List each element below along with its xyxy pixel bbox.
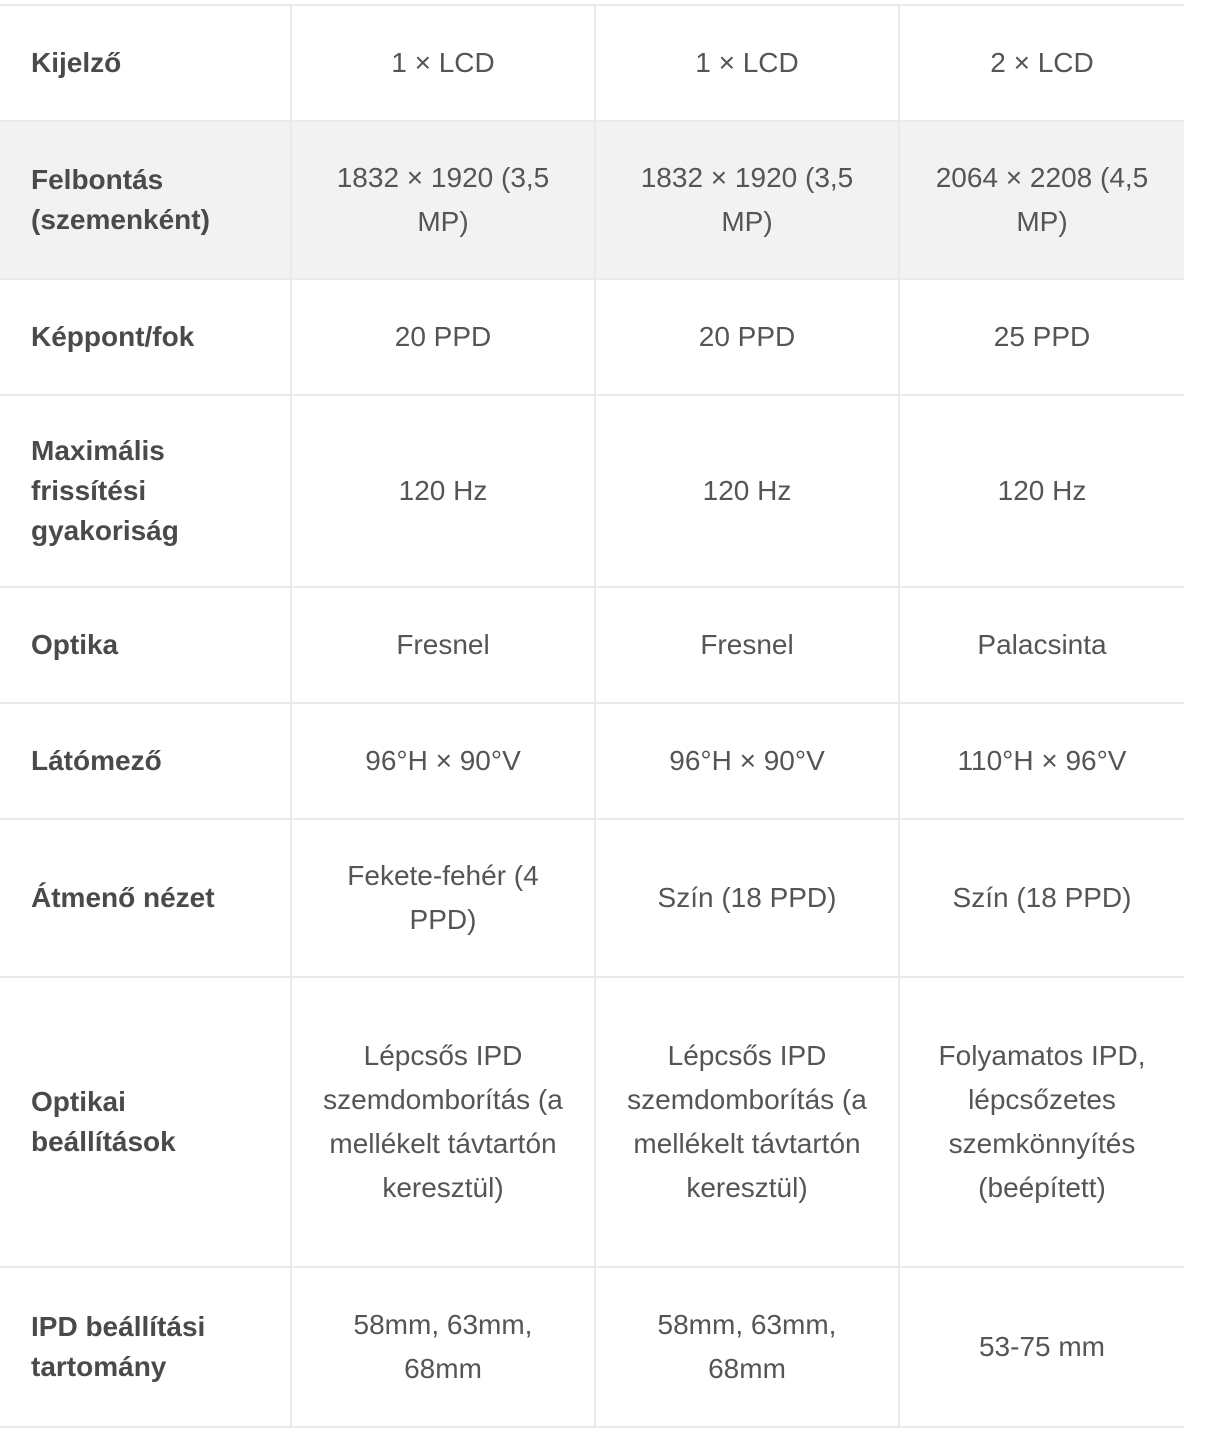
table-cell: 120 Hz [899,395,1184,587]
table-cell: 1832 × 1920 (3,5 MP) [291,121,595,279]
table-cell: 2064 × 2208 (4,5 MP) [899,121,1184,279]
table-row-latomezo [0,703,1184,819]
table-cell: Folyamatos IPD, lépcsőzetes szemkönnyítés (beépített) [899,977,1184,1267]
table-cell: 96°H × 90°V [595,703,899,819]
table-cell: 1 × LCD [291,5,595,121]
table-cell: 96°H × 90°V [291,703,595,819]
table-row-ipd-tartomany [0,1267,1184,1427]
table-cell: 110°H × 96°V [899,703,1184,819]
spec-comparison-table [0,4,1184,1428]
table-row-optikai-beallitasok [0,977,1184,1267]
table-cell: Szín (18 PPD) [595,819,899,977]
table-cell: 2 × LCD [899,5,1184,121]
table-row-atmeno-nezet [0,819,1184,977]
row-label: Képpont/fok [0,279,291,395]
table-cell: 120 Hz [291,395,595,587]
table-cell: 53-75 mm [899,1267,1184,1427]
table-cell: 120 Hz [595,395,899,587]
table-cell: 20 PPD [291,279,595,395]
table-cell: 25 PPD [899,279,1184,395]
table-cell: Lépcsős IPD szemdomborítás (a mellékelt távtartón keresztül) [291,977,595,1267]
row-label: Optika [0,587,291,703]
table-row-frissitesi-gyakorisag [0,395,1184,587]
table-cell: Palacsinta [899,587,1184,703]
table-row-kijelzo [0,5,1184,121]
table-cell: 58mm, 63mm, 68mm [291,1267,595,1427]
row-label: Optikai beállítások [0,977,291,1267]
table-cell: 20 PPD [595,279,899,395]
table-cell: Szín (18 PPD) [899,819,1184,977]
table-row-optika [0,587,1184,703]
table-cell: Fresnel [291,587,595,703]
row-label: IPD beállítási tartomány [0,1267,291,1427]
table-row-keppont-fok [0,279,1184,395]
table-cell: 58mm, 63mm, 68mm [595,1267,899,1427]
table-cell: 1 × LCD [595,5,899,121]
row-label: Maximális frissítési gyakoriság [0,395,291,587]
row-label: Látómező [0,703,291,819]
table-cell: Fresnel [595,587,899,703]
table-cell: Fekete-fehér (4 PPD) [291,819,595,977]
table-cell: Lépcsős IPD szemdomborítás (a mellékelt távtartón keresztül) [595,977,899,1267]
table-row-felbontas [0,121,1184,279]
row-label: Kijelző [0,5,291,121]
row-label: Felbontás (szemenként) [0,121,291,279]
row-label: Átmenő nézet [0,819,291,977]
table-cell: 1832 × 1920 (3,5 MP) [595,121,899,279]
